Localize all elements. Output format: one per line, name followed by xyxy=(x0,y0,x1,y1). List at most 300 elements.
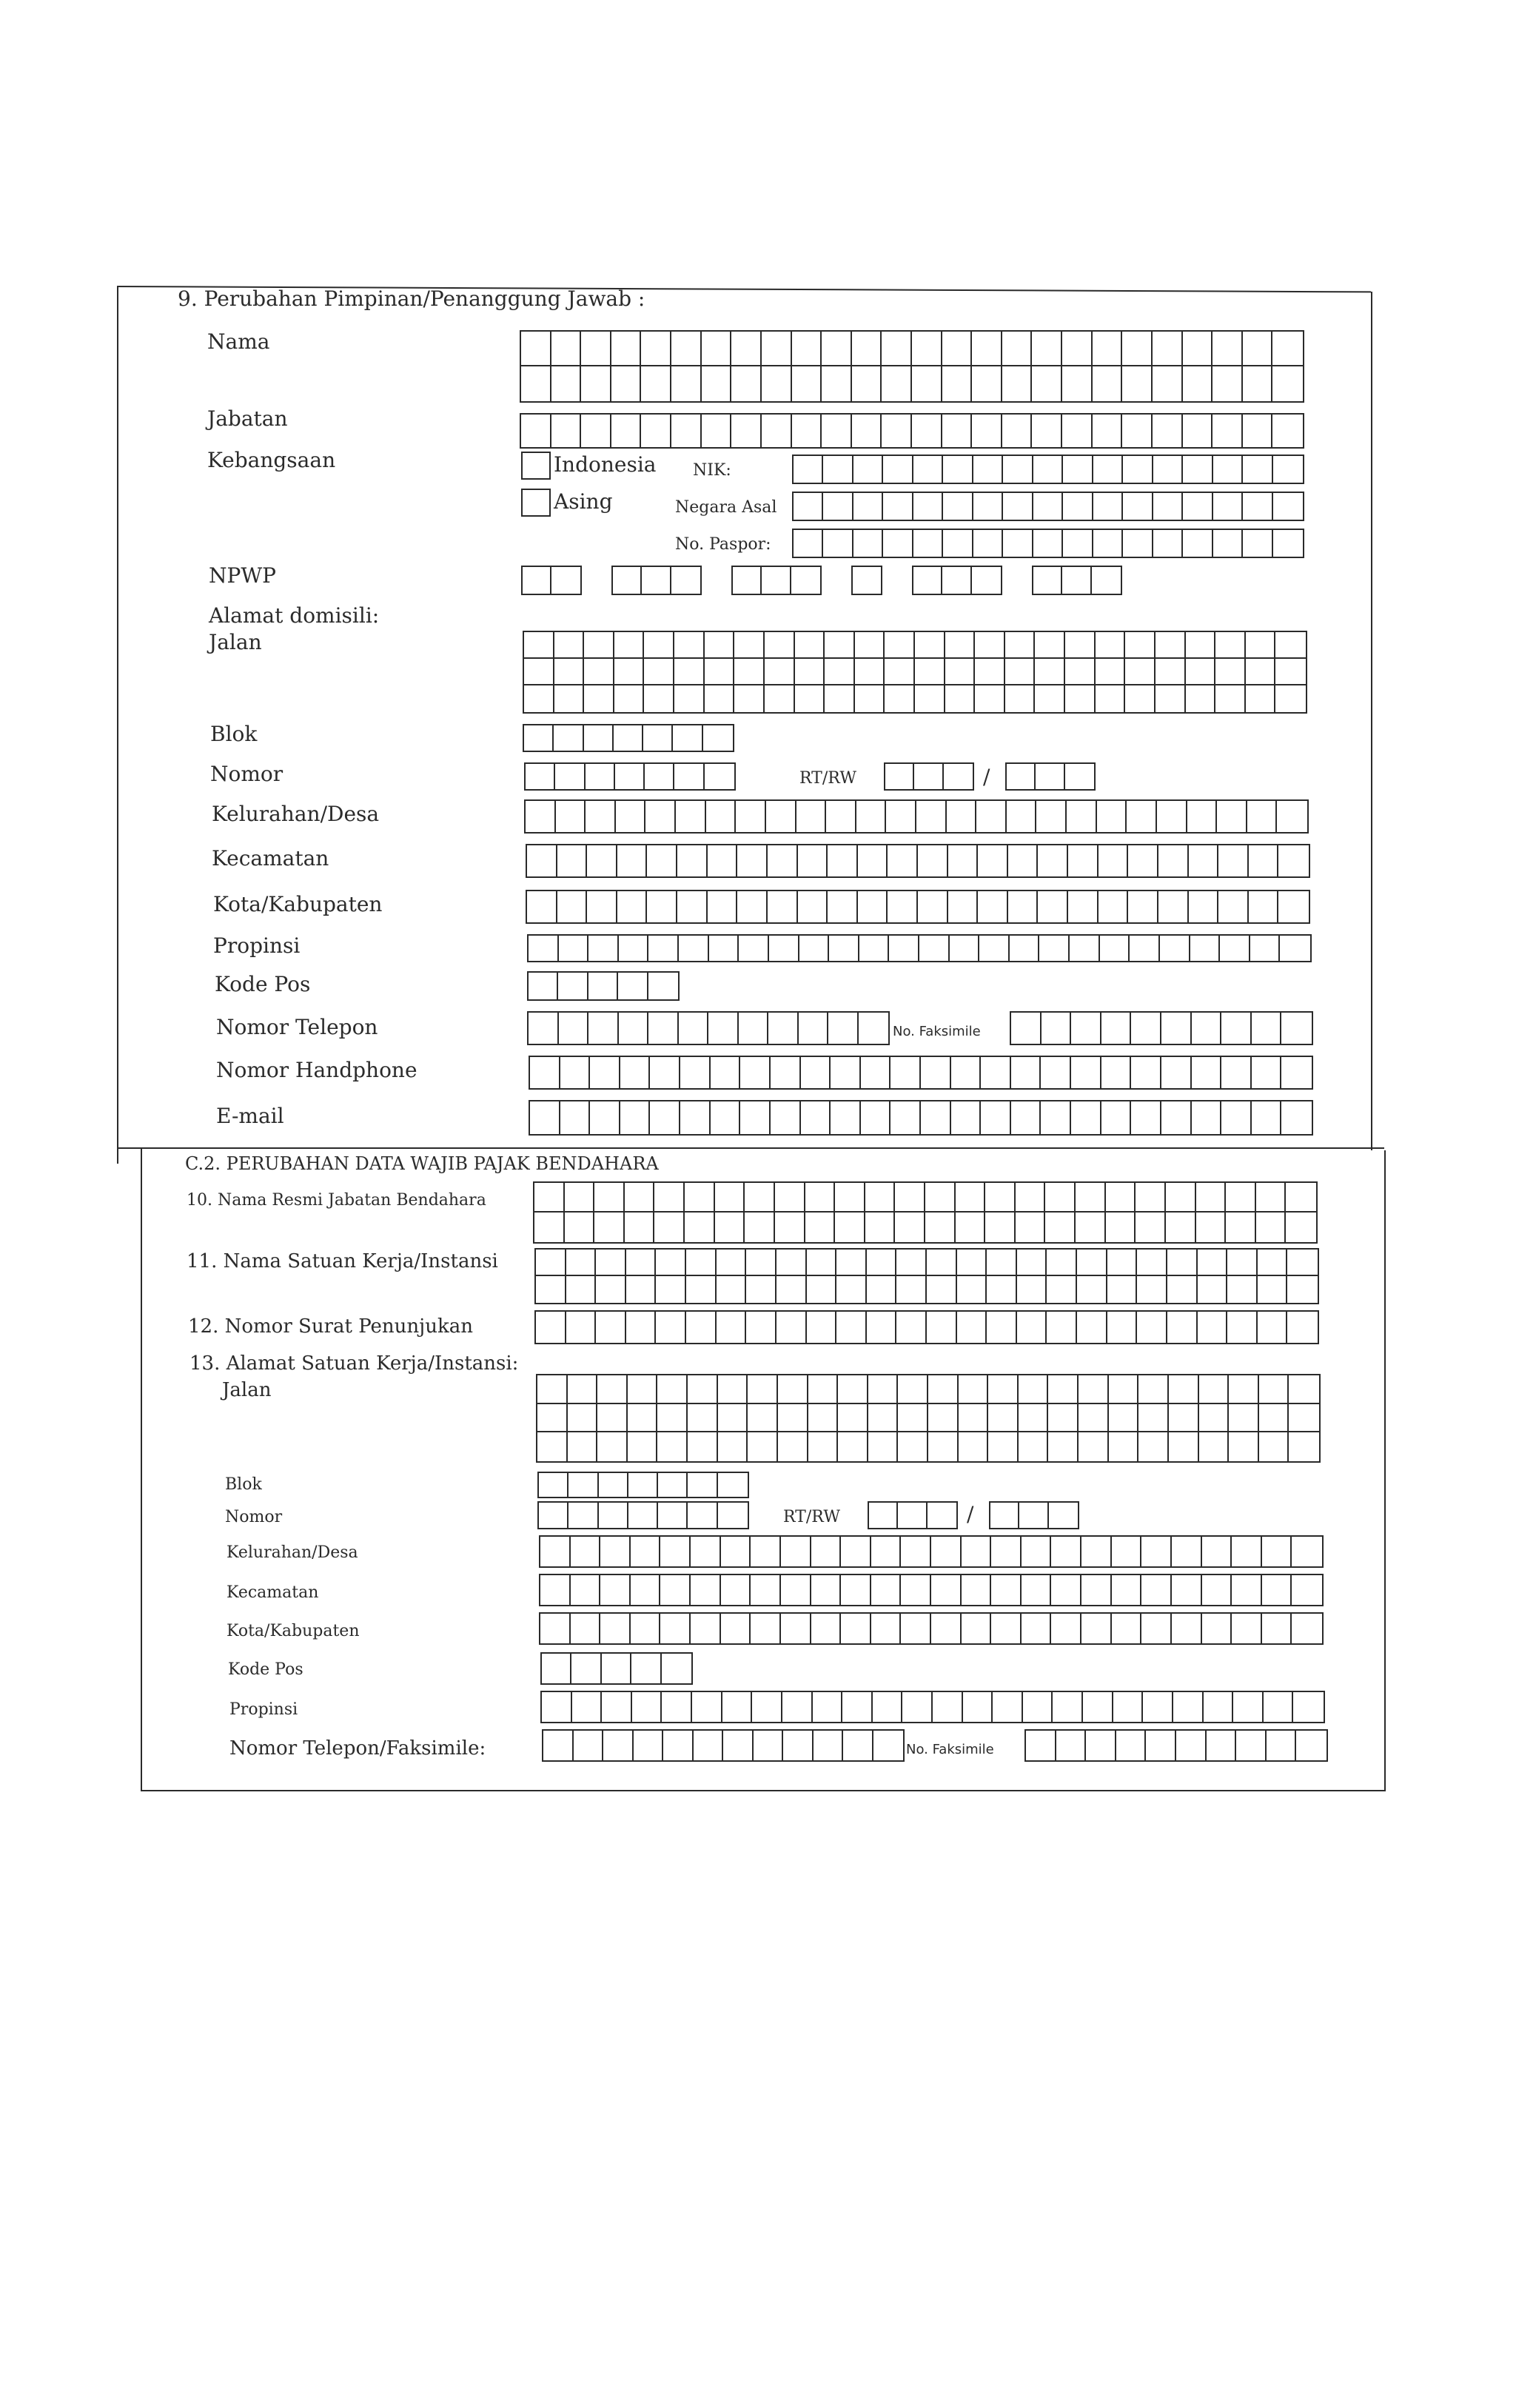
char-box[interactable] xyxy=(581,366,611,401)
char-box[interactable] xyxy=(751,1614,781,1643)
char-box[interactable] xyxy=(721,1537,751,1566)
char-box[interactable] xyxy=(858,845,888,876)
char-box[interactable] xyxy=(574,1731,604,1760)
char-box[interactable] xyxy=(942,567,971,594)
char-box[interactable] xyxy=(521,415,551,447)
char-box[interactable] xyxy=(896,1276,927,1303)
char-box[interactable] xyxy=(688,1473,717,1497)
char-box[interactable] xyxy=(736,801,766,832)
char-box[interactable] xyxy=(1096,685,1126,712)
char-box[interactable] xyxy=(1116,1731,1147,1760)
char-box[interactable] xyxy=(1189,891,1219,922)
c2-blok-input[interactable] xyxy=(537,1472,749,1498)
char-box[interactable] xyxy=(1258,1250,1288,1276)
char-box[interactable] xyxy=(1045,1183,1076,1213)
npwp-group-3[interactable] xyxy=(731,566,822,595)
char-box[interactable] xyxy=(1109,1375,1139,1404)
char-box[interactable] xyxy=(599,1503,628,1528)
char-box[interactable] xyxy=(931,1614,962,1643)
char-box[interactable] xyxy=(680,1101,711,1134)
char-box[interactable] xyxy=(944,764,973,789)
char-box[interactable] xyxy=(1032,415,1062,447)
char-box[interactable] xyxy=(1192,1057,1222,1088)
char-box[interactable] xyxy=(721,1575,751,1605)
char-box[interactable] xyxy=(1099,845,1129,876)
char-box[interactable] xyxy=(688,1432,718,1461)
char-box[interactable] xyxy=(1213,530,1243,557)
char-box[interactable] xyxy=(657,1432,688,1461)
char-box[interactable] xyxy=(1062,567,1091,594)
char-box[interactable] xyxy=(1113,1692,1144,1722)
char-box[interactable] xyxy=(1016,1183,1046,1213)
char-box[interactable] xyxy=(762,415,792,447)
char-box[interactable] xyxy=(656,1250,686,1276)
char-box[interactable] xyxy=(794,493,823,520)
char-box[interactable] xyxy=(537,1375,568,1404)
char-box[interactable] xyxy=(1086,1731,1116,1760)
char-box[interactable] xyxy=(568,1473,598,1497)
char-box[interactable] xyxy=(835,1183,865,1213)
char-box[interactable] xyxy=(1273,530,1303,557)
char-box[interactable] xyxy=(660,1614,691,1643)
kelurahan-input[interactable] xyxy=(524,799,1309,834)
char-box[interactable] xyxy=(1262,1575,1292,1605)
char-box[interactable] xyxy=(1161,1101,1192,1134)
char-box[interactable] xyxy=(861,1057,891,1088)
char-box[interactable] xyxy=(718,1432,748,1461)
char-box[interactable] xyxy=(566,1250,597,1276)
char-box[interactable] xyxy=(859,936,890,961)
char-box[interactable] xyxy=(1008,891,1039,922)
char-box[interactable] xyxy=(590,1101,620,1134)
char-box[interactable] xyxy=(831,1057,861,1088)
char-box[interactable] xyxy=(748,1432,778,1461)
char-box[interactable] xyxy=(1156,632,1186,659)
char-box[interactable] xyxy=(981,1057,1011,1088)
char-box[interactable] xyxy=(721,1614,751,1643)
char-box[interactable] xyxy=(778,1432,808,1461)
char-box[interactable] xyxy=(642,567,671,594)
char-box[interactable] xyxy=(1267,1731,1297,1760)
char-box[interactable] xyxy=(1003,530,1033,557)
char-box[interactable] xyxy=(1048,1375,1079,1404)
char-box[interactable] xyxy=(1053,1692,1083,1722)
char-box[interactable] xyxy=(628,1375,658,1404)
char-box[interactable] xyxy=(1232,1575,1262,1605)
char-box[interactable] xyxy=(705,659,735,685)
char-box[interactable] xyxy=(1033,493,1063,520)
char-box[interactable] xyxy=(913,493,943,520)
char-box[interactable] xyxy=(543,1731,574,1760)
char-box[interactable] xyxy=(1048,1432,1079,1461)
char-box[interactable] xyxy=(1045,1213,1076,1242)
c2-rt-input[interactable] xyxy=(868,1501,958,1529)
char-box[interactable] xyxy=(631,1537,661,1566)
char-box[interactable] xyxy=(811,1537,842,1566)
char-box[interactable] xyxy=(1217,801,1247,832)
char-box[interactable] xyxy=(913,567,942,594)
char-box[interactable] xyxy=(1292,1614,1322,1643)
char-box[interactable] xyxy=(1190,936,1221,961)
char-box[interactable] xyxy=(871,1537,902,1566)
char-box[interactable] xyxy=(919,936,950,961)
char-box[interactable] xyxy=(1183,332,1213,366)
char-box[interactable] xyxy=(853,456,883,483)
char-box[interactable] xyxy=(722,1692,753,1722)
char-box[interactable] xyxy=(1016,1213,1046,1242)
char-box[interactable] xyxy=(1093,493,1123,520)
c2-kota-input[interactable] xyxy=(539,1612,1324,1645)
char-box[interactable] xyxy=(1161,1057,1192,1088)
char-box[interactable] xyxy=(1125,659,1156,685)
char-box[interactable] xyxy=(1138,1375,1169,1404)
char-box[interactable] xyxy=(1167,1312,1198,1343)
char-box[interactable] xyxy=(631,1575,661,1605)
char-box[interactable] xyxy=(523,567,551,594)
char-box[interactable] xyxy=(1071,1057,1101,1088)
char-box[interactable] xyxy=(841,1614,871,1643)
char-box[interactable] xyxy=(1160,936,1190,961)
char-box[interactable] xyxy=(1199,1375,1230,1404)
char-box[interactable] xyxy=(559,936,589,961)
char-box[interactable] xyxy=(1106,1213,1136,1242)
char-box[interactable] xyxy=(1227,1312,1258,1343)
char-box[interactable] xyxy=(1038,845,1068,876)
char-box[interactable] xyxy=(671,366,702,401)
char-box[interactable] xyxy=(988,1404,1019,1433)
char-box[interactable] xyxy=(959,1404,989,1433)
char-box[interactable] xyxy=(1008,845,1039,876)
char-box[interactable] xyxy=(885,632,915,659)
char-box[interactable] xyxy=(927,1250,957,1276)
char-box[interactable] xyxy=(658,1473,688,1497)
char-box[interactable] xyxy=(825,659,855,685)
char-box[interactable] xyxy=(708,1013,739,1044)
char-box[interactable] xyxy=(1076,1183,1106,1213)
char-box[interactable] xyxy=(524,632,554,659)
char-box[interactable] xyxy=(843,1731,873,1760)
char-box[interactable] xyxy=(1264,1692,1294,1722)
char-box[interactable] xyxy=(628,1503,658,1528)
char-box[interactable] xyxy=(1153,332,1183,366)
char-box[interactable] xyxy=(1166,1183,1196,1213)
char-box[interactable] xyxy=(524,659,554,685)
char-box[interactable] xyxy=(838,1375,868,1404)
char-box[interactable] xyxy=(674,632,705,659)
char-box[interactable] xyxy=(1051,1614,1081,1643)
char-box[interactable] xyxy=(990,1503,1019,1528)
char-box[interactable] xyxy=(588,936,619,961)
char-box[interactable] xyxy=(912,366,942,401)
char-box[interactable] xyxy=(861,1101,891,1134)
char-box[interactable] xyxy=(956,1213,986,1242)
char-box[interactable] xyxy=(867,1312,897,1343)
char-box[interactable] xyxy=(602,1654,631,1683)
char-box[interactable] xyxy=(798,845,828,876)
char-box[interactable] xyxy=(852,332,882,366)
char-box[interactable] xyxy=(526,801,556,832)
char-box[interactable] xyxy=(597,1375,628,1404)
char-box[interactable] xyxy=(825,685,855,712)
char-box[interactable] xyxy=(976,801,1007,832)
char-box[interactable] xyxy=(1065,659,1096,685)
char-box[interactable] xyxy=(898,1375,928,1404)
char-box[interactable] xyxy=(568,1503,598,1528)
char-box[interactable] xyxy=(1252,1101,1282,1134)
char-box[interactable] xyxy=(740,1101,771,1134)
rw-input[interactable] xyxy=(1005,762,1096,791)
char-box[interactable] xyxy=(746,1250,777,1276)
char-box[interactable] xyxy=(731,332,762,366)
char-box[interactable] xyxy=(731,415,762,447)
char-box[interactable] xyxy=(554,725,583,751)
char-box[interactable] xyxy=(1036,801,1067,832)
char-box[interactable] xyxy=(751,1537,781,1566)
char-box[interactable] xyxy=(1259,1404,1289,1433)
char-box[interactable] xyxy=(703,725,733,751)
char-box[interactable] xyxy=(868,1375,899,1404)
char-box[interactable] xyxy=(600,1575,631,1605)
char-box[interactable] xyxy=(1128,891,1158,922)
char-box[interactable] xyxy=(1296,1731,1326,1760)
char-box[interactable] xyxy=(1246,659,1276,685)
handphone-input[interactable] xyxy=(529,1056,1313,1090)
char-box[interactable] xyxy=(1005,659,1036,685)
char-box[interactable] xyxy=(581,332,611,366)
char-box[interactable] xyxy=(987,1250,1017,1276)
char-box[interactable] xyxy=(853,567,881,594)
kecamatan-input[interactable] xyxy=(526,844,1310,878)
char-box[interactable] xyxy=(805,1183,836,1213)
char-box[interactable] xyxy=(823,456,853,483)
char-box[interactable] xyxy=(775,1213,805,1242)
char-box[interactable] xyxy=(991,1614,1022,1643)
c2-telepon-input[interactable] xyxy=(542,1729,905,1762)
char-box[interactable] xyxy=(795,632,825,659)
char-box[interactable] xyxy=(1215,632,1246,659)
char-box[interactable] xyxy=(1202,1575,1232,1605)
char-box[interactable] xyxy=(617,891,648,922)
char-box[interactable] xyxy=(1131,1101,1161,1134)
char-box[interactable] xyxy=(1199,1432,1230,1461)
char-box[interactable] xyxy=(945,659,976,685)
char-box[interactable] xyxy=(1176,1731,1207,1760)
char-box[interactable] xyxy=(551,415,582,447)
char-box[interactable] xyxy=(1156,685,1186,712)
char-box[interactable] xyxy=(951,1101,982,1134)
char-box[interactable] xyxy=(1093,530,1123,557)
char-box[interactable] xyxy=(560,1057,591,1088)
char-box[interactable] xyxy=(1146,1731,1176,1760)
char-box[interactable] xyxy=(614,685,645,712)
char-box[interactable] xyxy=(566,1276,597,1303)
char-box[interactable] xyxy=(1246,632,1276,659)
char-box[interactable] xyxy=(1042,1013,1072,1044)
char-box[interactable] xyxy=(1035,659,1065,685)
char-box[interactable] xyxy=(1107,1276,1138,1303)
char-box[interactable] xyxy=(1249,845,1279,876)
char-box[interactable] xyxy=(942,332,973,366)
char-box[interactable] xyxy=(1017,1312,1047,1343)
char-box[interactable] xyxy=(927,1276,957,1303)
char-box[interactable] xyxy=(523,490,549,515)
char-box[interactable] xyxy=(1250,936,1281,961)
char-box[interactable] xyxy=(852,415,882,447)
char-box[interactable] xyxy=(869,1503,898,1528)
char-box[interactable] xyxy=(694,1731,724,1760)
char-box[interactable] xyxy=(762,366,792,401)
char-box[interactable] xyxy=(1183,456,1213,483)
char-box[interactable] xyxy=(691,1575,721,1605)
char-box[interactable] xyxy=(748,1404,778,1433)
char-box[interactable] xyxy=(796,801,827,832)
c2-nomor-input[interactable] xyxy=(537,1501,749,1529)
char-box[interactable] xyxy=(1138,1432,1169,1461)
char-box[interactable] xyxy=(1123,530,1153,557)
char-box[interactable] xyxy=(1125,685,1156,712)
char-box[interactable] xyxy=(868,1404,899,1433)
char-box[interactable] xyxy=(686,1276,717,1303)
char-box[interactable] xyxy=(1007,764,1036,789)
char-box[interactable] xyxy=(1169,1432,1199,1461)
char-box[interactable] xyxy=(650,1057,680,1088)
char-box[interactable] xyxy=(620,1057,651,1088)
char-box[interactable] xyxy=(685,1213,715,1242)
npwp-group-6[interactable] xyxy=(1032,566,1122,595)
char-box[interactable] xyxy=(1005,632,1036,659)
char-box[interactable] xyxy=(596,1276,626,1303)
char-box[interactable] xyxy=(705,632,735,659)
char-box[interactable] xyxy=(529,973,558,999)
char-box[interactable] xyxy=(943,530,973,557)
char-box[interactable] xyxy=(1136,1183,1166,1213)
char-box[interactable] xyxy=(1226,1183,1256,1213)
char-box[interactable] xyxy=(718,1473,748,1497)
char-box[interactable] xyxy=(611,366,642,401)
char-box[interactable] xyxy=(524,725,554,751)
char-box[interactable] xyxy=(551,332,582,366)
char-box[interactable] xyxy=(656,1312,686,1343)
char-box[interactable] xyxy=(1186,685,1216,712)
char-box[interactable] xyxy=(1183,493,1213,520)
char-box[interactable] xyxy=(717,1276,747,1303)
char-box[interactable] xyxy=(1047,1250,1077,1276)
char-box[interactable] xyxy=(972,415,1002,447)
char-box[interactable] xyxy=(865,1183,896,1213)
kota-input[interactable] xyxy=(526,890,1310,924)
char-box[interactable] xyxy=(1033,567,1062,594)
char-box[interactable] xyxy=(620,1101,651,1134)
char-box[interactable] xyxy=(523,453,549,478)
char-box[interactable] xyxy=(1032,332,1062,366)
char-box[interactable] xyxy=(671,567,700,594)
char-box[interactable] xyxy=(1019,1375,1049,1404)
char-box[interactable] xyxy=(644,632,674,659)
char-box[interactable] xyxy=(739,1013,769,1044)
char-box[interactable] xyxy=(536,1250,566,1276)
char-box[interactable] xyxy=(985,1183,1016,1213)
char-box[interactable] xyxy=(1218,891,1249,922)
char-box[interactable] xyxy=(826,801,856,832)
char-box[interactable] xyxy=(537,1404,568,1433)
char-box[interactable] xyxy=(771,1101,801,1134)
char-box[interactable] xyxy=(1156,659,1186,685)
char-box[interactable] xyxy=(1172,1614,1202,1643)
char-box[interactable] xyxy=(1289,1404,1319,1433)
char-box[interactable] xyxy=(542,1654,571,1683)
char-box[interactable] xyxy=(1136,1213,1166,1242)
nama-resmi-jabatan-input[interactable] xyxy=(533,1181,1318,1244)
char-box[interactable] xyxy=(1023,1692,1053,1722)
char-box[interactable] xyxy=(1172,1575,1202,1605)
char-box[interactable] xyxy=(957,1250,987,1276)
char-box[interactable] xyxy=(1081,1575,1112,1605)
char-box[interactable] xyxy=(928,1375,959,1404)
char-box[interactable] xyxy=(1220,936,1250,961)
char-box[interactable] xyxy=(551,567,580,594)
char-box[interactable] xyxy=(1041,1101,1071,1134)
char-box[interactable] xyxy=(1137,1276,1167,1303)
char-box[interactable] xyxy=(1213,366,1243,401)
char-box[interactable] xyxy=(560,1101,591,1134)
char-box[interactable] xyxy=(973,493,1003,520)
char-box[interactable] xyxy=(1003,493,1033,520)
char-box[interactable] xyxy=(1109,1432,1139,1461)
char-box[interactable] xyxy=(1221,1057,1252,1088)
char-box[interactable] xyxy=(768,891,798,922)
char-box[interactable] xyxy=(822,366,852,401)
char-box[interactable] xyxy=(988,1375,1019,1404)
char-box[interactable] xyxy=(898,1503,927,1528)
char-box[interactable] xyxy=(988,1432,1019,1461)
char-box[interactable] xyxy=(534,1183,565,1213)
char-box[interactable] xyxy=(883,493,913,520)
char-box[interactable] xyxy=(715,1183,745,1213)
char-box[interactable] xyxy=(913,456,943,483)
char-box[interactable] xyxy=(708,891,738,922)
char-box[interactable] xyxy=(768,845,798,876)
char-box[interactable] xyxy=(957,1312,987,1343)
char-box[interactable] xyxy=(746,1276,777,1303)
char-box[interactable] xyxy=(1048,1404,1079,1433)
char-box[interactable] xyxy=(1243,415,1273,447)
char-box[interactable] xyxy=(799,1013,829,1044)
char-box[interactable] xyxy=(1067,801,1097,832)
char-box[interactable] xyxy=(915,632,945,659)
char-box[interactable] xyxy=(1213,332,1243,366)
char-box[interactable] xyxy=(1287,1312,1318,1343)
char-box[interactable] xyxy=(891,1101,921,1134)
char-box[interactable] xyxy=(931,1537,962,1566)
char-box[interactable] xyxy=(641,415,671,447)
char-box[interactable] xyxy=(896,1312,927,1343)
char-box[interactable] xyxy=(526,764,555,789)
char-box[interactable] xyxy=(565,1183,595,1213)
char-box[interactable] xyxy=(901,1614,931,1643)
char-box[interactable] xyxy=(752,1692,782,1722)
char-box[interactable] xyxy=(657,1375,688,1404)
char-box[interactable] xyxy=(1101,1101,1132,1134)
char-box[interactable] xyxy=(540,1537,571,1566)
char-box[interactable] xyxy=(688,1404,718,1433)
char-box[interactable] xyxy=(957,1276,987,1303)
char-box[interactable] xyxy=(916,801,947,832)
char-box[interactable] xyxy=(611,415,642,447)
checkbox-asing[interactable] xyxy=(521,489,551,517)
char-box[interactable] xyxy=(972,332,1002,366)
char-box[interactable] xyxy=(734,659,765,685)
char-box[interactable] xyxy=(1281,1013,1312,1044)
